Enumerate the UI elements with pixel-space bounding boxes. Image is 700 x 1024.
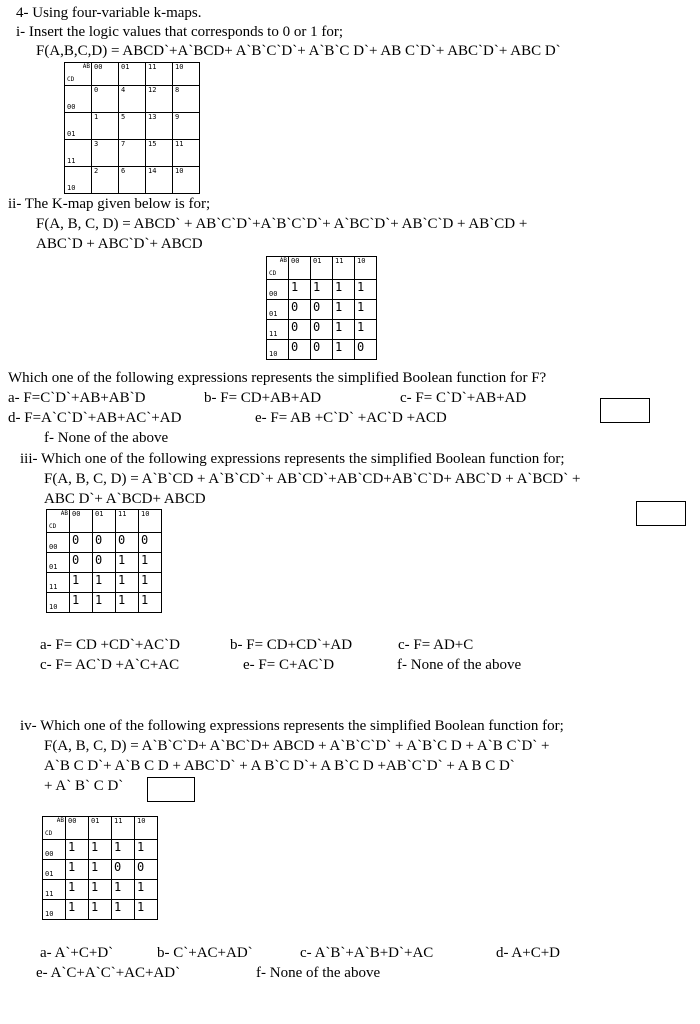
part-ii-function-line1: F(A, B, C, D) = ABCD` + AB`C`D`+A`B`C`D`+ A`BC`D`+ AB`C`D + AB`CD + <box>36 216 528 232</box>
kmap-cell: 1 <box>70 573 93 593</box>
kmap-cell: 1 <box>112 900 135 920</box>
kmap-cell: 1 <box>89 860 112 880</box>
option-iii-b[interactable]: b- F= CD+CD`+AD <box>230 637 353 653</box>
kmap-row-header: 00 <box>65 86 92 113</box>
kmap-cell: 1 <box>135 840 158 860</box>
kmap-cell: 1 <box>66 880 89 900</box>
kmap-col-header: 01 <box>89 817 112 840</box>
kmap-cell: 1 <box>116 553 139 573</box>
option-iv-b[interactable]: b- C`+AC+AD` <box>157 945 253 961</box>
kmap-row-header: 10 <box>65 167 92 194</box>
kmap-cd-label: CD <box>269 270 277 277</box>
kmap-row-header: 11 <box>47 573 70 593</box>
kmap-row-header: 10 <box>43 900 66 920</box>
kmap-cell: 0 <box>135 860 158 880</box>
kmap-cd-label: CD <box>45 830 53 837</box>
part-i-function: F(A,B,C,D) = ABCD`+A`BCD+ A`B`C`D`+ A`B`C D`+ AB C`D`+ ABC`D`+ ABC D` <box>36 43 561 59</box>
kmap-row-header: 01 <box>267 300 289 320</box>
kmap-cell: 1 <box>355 280 377 300</box>
kmap-row-header: 01 <box>65 113 92 140</box>
part-iii-prompt: iii- Which one of the following expressions represents the simplified Boolean function for; <box>20 451 565 467</box>
kmap-col-header: 00 <box>66 817 89 840</box>
kmap-cell: 1 <box>70 593 93 613</box>
kmap-row-header: 11 <box>65 140 92 167</box>
kmap-col-header: 10 <box>135 817 158 840</box>
kmap-cell: 1 <box>89 880 112 900</box>
kmap-row-header: 11 <box>43 880 66 900</box>
option-ii-a[interactable]: a- F=C`D`+AB+AB`D <box>8 390 146 406</box>
kmap-cell: 1 <box>93 573 116 593</box>
part-iv-function-line2: A`B C D`+ A`B C D + ABC`D` + A B`C D`+ A B`C D +AB`C`D` + A B C D` <box>44 758 515 774</box>
kmap-cell: 0 <box>289 320 311 340</box>
kmap-row-header: 00 <box>267 280 289 300</box>
kmap-ab-label: AB <box>82 63 90 70</box>
kmap-cell[interactable]: 14 <box>146 167 173 194</box>
kmap-col-header: 00 <box>289 257 311 280</box>
kmap-1 <box>64 62 200 194</box>
kmap-row-header: 01 <box>43 860 66 880</box>
kmap-4 <box>42 816 158 920</box>
kmap-corner-label <box>43 817 66 840</box>
kmap-cell: 0 <box>311 300 333 320</box>
kmap-cell: 1 <box>89 900 112 920</box>
kmap-cell[interactable]: 3 <box>92 140 119 167</box>
kmap-corner-label <box>65 63 92 86</box>
kmap-cell: 1 <box>66 900 89 920</box>
kmap-3 <box>46 509 162 613</box>
kmap-cell[interactable]: 6 <box>119 167 146 194</box>
option-iv-e[interactable]: e- A`C+A`C`+AC+AD` <box>36 965 181 981</box>
kmap-cell: 1 <box>135 880 158 900</box>
kmap-cell[interactable]: 13 <box>146 113 173 140</box>
kmap-col-header: 10 <box>173 63 200 86</box>
option-ii-f[interactable]: f- None of the above <box>44 430 169 446</box>
option-iii-c[interactable]: c- F= AD+C <box>398 637 474 653</box>
part-iii-function-line1: F(A, B, C, D) = A`B`CD + A`B`CD`+ AB`CD`+AB`CD+AB`C`D+ ABC`D + A`BCD` + <box>44 471 581 487</box>
option-iv-c[interactable]: c- A`B`+A`B+D`+AC <box>300 945 434 961</box>
kmap-col-header: 11 <box>146 63 173 86</box>
kmap-cell: 1 <box>355 320 377 340</box>
answer-box-iv[interactable] <box>147 777 195 802</box>
kmap-cell[interactable]: 7 <box>119 140 146 167</box>
kmap-cell[interactable]: 8 <box>173 86 200 113</box>
kmap-col-header: 11 <box>112 817 135 840</box>
kmap-cell: 1 <box>333 320 355 340</box>
kmap-cell: 1 <box>333 280 355 300</box>
part-iv-prompt: iv- Which one of the following expressions represents the simplified Boolean function for; <box>20 718 564 734</box>
part-ii-question: Which one of the following expressions represents the simplified Boolean function for F? <box>8 370 547 386</box>
kmap-cell: 0 <box>289 300 311 320</box>
kmap-cell[interactable]: 12 <box>146 86 173 113</box>
kmap-col-header: 01 <box>119 63 146 86</box>
kmap-cell: 0 <box>116 533 139 553</box>
kmap-cell: 1 <box>333 300 355 320</box>
kmap-cell: 0 <box>139 533 162 553</box>
answer-box-ii[interactable] <box>600 398 650 423</box>
kmap-cell[interactable]: 1 <box>92 113 119 140</box>
kmap-cell: 0 <box>70 533 93 553</box>
kmap-col-header: 01 <box>93 510 116 533</box>
option-iv-f[interactable]: f- None of the above <box>256 965 381 981</box>
kmap-cell: 1 <box>116 573 139 593</box>
kmap-corner-label <box>267 257 289 280</box>
option-ii-e[interactable]: e- F= AB +C`D` +AC`D +ACD <box>255 410 447 426</box>
kmap-cell: 0 <box>112 860 135 880</box>
part-iv-function-line3: + A` B` C D` <box>44 778 124 794</box>
kmap-col-header: 01 <box>311 257 333 280</box>
kmap-cell: 1 <box>135 900 158 920</box>
kmap-cell: 1 <box>93 593 116 613</box>
option-iii-f[interactable]: f- None of the above <box>397 657 522 673</box>
kmap-cell: 0 <box>355 340 377 360</box>
answer-box-iii[interactable] <box>636 501 686 526</box>
kmap-cell: 1 <box>112 880 135 900</box>
kmap-row-header: 00 <box>43 840 66 860</box>
kmap-row-header: 10 <box>47 593 70 613</box>
kmap-cell[interactable]: 5 <box>119 113 146 140</box>
kmap-cell: 1 <box>333 340 355 360</box>
kmap-cd-label: CD <box>67 76 75 83</box>
kmap-cell: 1 <box>66 860 89 880</box>
kmap-cd-label: CD <box>49 523 57 530</box>
kmap-cell[interactable]: 10 <box>173 167 200 194</box>
kmap-corner-label <box>47 510 70 533</box>
kmap-cell[interactable]: 0 <box>92 86 119 113</box>
kmap-cell[interactable]: 9 <box>173 113 200 140</box>
part-ii-prompt: ii- The K-map given below is for; <box>8 196 211 212</box>
kmap-ab-label: AB <box>60 510 68 517</box>
kmap-cell: 1 <box>311 280 333 300</box>
kmap-cell: 0 <box>311 340 333 360</box>
option-iv-a[interactable]: a- A`+C+D` <box>40 945 114 961</box>
kmap-col-header: 10 <box>139 510 162 533</box>
kmap-col-header: 00 <box>70 510 93 533</box>
kmap-cell: 1 <box>112 840 135 860</box>
option-ii-b[interactable]: b- F= CD+AB+AD <box>204 390 322 406</box>
question-title: 4- Using four-variable k-maps. <box>16 5 202 21</box>
kmap-cell: 1 <box>116 593 139 613</box>
kmap-cell: 0 <box>289 340 311 360</box>
kmap-cell: 0 <box>70 553 93 573</box>
kmap-col-header: 11 <box>333 257 355 280</box>
kmap-cell: 1 <box>139 553 162 573</box>
kmap-2 <box>266 256 377 360</box>
option-iii-e[interactable]: e- F= C+AC`D <box>243 657 335 673</box>
kmap-cell: 0 <box>93 533 116 553</box>
kmap-col-header: 00 <box>92 63 119 86</box>
kmap-cell: 1 <box>89 840 112 860</box>
kmap-cell[interactable]: 2 <box>92 167 119 194</box>
kmap-row-header: 11 <box>267 320 289 340</box>
option-iii-d[interactable]: c- F= AC`D +A`C+AC <box>40 657 180 673</box>
kmap-cell[interactable]: 11 <box>173 140 200 167</box>
kmap-cell: 1 <box>289 280 311 300</box>
kmap-row-header: 10 <box>267 340 289 360</box>
kmap-col-header: 11 <box>116 510 139 533</box>
kmap-row-header: 00 <box>47 533 70 553</box>
option-iii-a[interactable]: a- F= CD +CD`+AC`D <box>40 637 180 653</box>
kmap-ab-label: AB <box>279 257 287 264</box>
kmap-ab-label: AB <box>56 817 64 824</box>
part-i-prompt: i- Insert the logic values that corresponds to 0 or 1 for; <box>16 24 343 40</box>
kmap-cell: 0 <box>311 320 333 340</box>
part-ii-function-line2: ABC`D + ABC`D`+ ABCD <box>36 236 203 252</box>
kmap-cell: 1 <box>139 593 162 613</box>
option-iv-d[interactable]: d- A+C+D <box>496 945 561 961</box>
kmap-cell: 1 <box>355 300 377 320</box>
part-iv-function-line1: F(A, B, C, D) = A`B`C`D+ A`BC`D+ ABCD + A`B`C`D` + A`B`C D + A`B C`D` + <box>44 738 550 754</box>
option-ii-d[interactable]: d- F=A`C`D`+AB+AC`+AD <box>8 410 182 426</box>
kmap-col-header: 10 <box>355 257 377 280</box>
part-iii-function-line2: ABC D`+ A`BCD+ ABCD <box>44 491 206 507</box>
kmap-row-header: 01 <box>47 553 70 573</box>
option-ii-c[interactable]: c- F= C`D`+AB+AD <box>400 390 527 406</box>
kmap-cell[interactable]: 4 <box>119 86 146 113</box>
kmap-cell[interactable]: 15 <box>146 140 173 167</box>
kmap-cell: 0 <box>93 553 116 573</box>
kmap-cell: 1 <box>139 573 162 593</box>
kmap-cell: 1 <box>66 840 89 860</box>
